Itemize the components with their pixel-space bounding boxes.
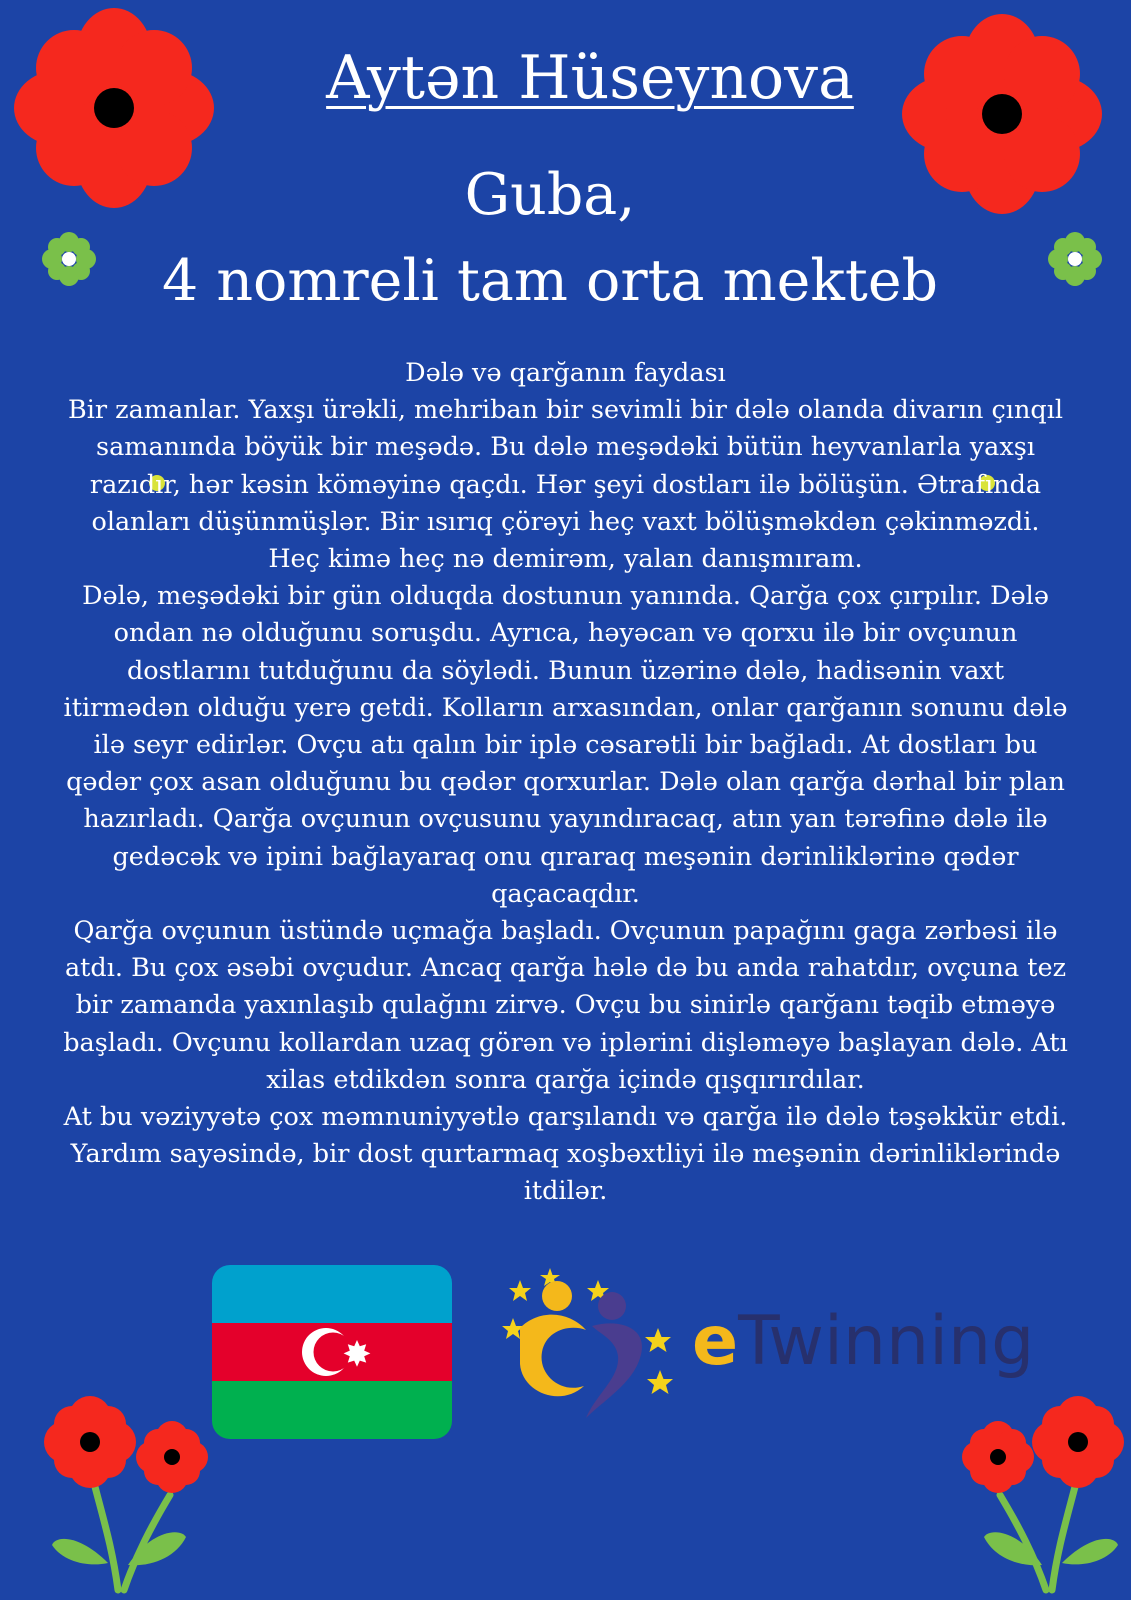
story-line: Dələ, meşədəki bir gün olduqda dostunun yanında. Qarğa çox çırpılır. Dələ — [82, 581, 1049, 612]
story-line: qaçacaqdır. — [491, 878, 640, 909]
story-line: Bir zamanlar. Yaxşı ürəkli, mehriban bir sevimli bir dələ olanda divarın çınqıl — [67, 395, 1064, 426]
story-line: itirmədən olduğu yerə getdi. Kolların arxasından, onlar qarğanın sonunu dələ — [63, 692, 1068, 723]
story-title: Dələ və qarğanın faydası — [405, 358, 726, 388]
azerbaijan-flag — [212, 1265, 452, 1439]
story-line: itdilər. — [523, 1176, 608, 1207]
etwinning-wordmark: eTwinning — [692, 1302, 1035, 1381]
story-line: qədər çox asan olduğunu bu qədər qorxurlar. Dələ olan qarğa dərhal bir plan — [66, 767, 1065, 798]
story-line: hazırladı. Qarğa ovçunun ovçusunu yayındıracaq, atın yan tərəfinə dələ ilə — [83, 804, 1048, 835]
story-line: At bu vəziyyətə çox məmnuniyyətlə qarşılandı və qarğa ilə dələ təşəkkür etdi. — [63, 1102, 1068, 1133]
story-line: ilə seyr edirlər. Ovçu atı qalın bir iplə cəsarətli bir bağladı. At dostları bu — [93, 730, 1038, 761]
story-line: Yardım sayəsində, bir dost qurtarmaq xoşbəxtliyi ilə meşənin dərinliklərində — [70, 1139, 1061, 1170]
author-name: Aytən Hüseynova — [326, 43, 854, 113]
story-line: Qarğa ovçunun üstündə uçmağa başladı. Ovçunun papağını gaga zərbəsi ilə — [73, 916, 1058, 947]
poppy-bouquet-icon — [40, 1395, 220, 1595]
story-line: dostlarını tutduğunu da söylədi. Bunun üzərinə dələ, hadisənin vaxt — [126, 655, 1005, 686]
etwinning-logo — [500, 1268, 690, 1428]
story-line: xilas etdikdən sonra qarğa içində qışqırırdılar. — [266, 1064, 865, 1095]
crescent-star-icon — [212, 1265, 452, 1439]
school-line-1: Guba, — [464, 162, 636, 228]
story-line: ondan nə olduğunu soruşdu. Ayrıca, həyəcan və qorxu ilə bir ovçunun — [113, 618, 1018, 649]
school-line-2: 4 nomreli tam orta mekteb — [161, 248, 939, 314]
poppy-bouquet-icon — [950, 1395, 1130, 1595]
story-line: samanında böyük bir meşədə. Bu dələ meşədəki bütün heyvanlarla yaxşı — [96, 432, 1035, 463]
story-line: Heç kimə heç nə demirəm, yalan danışmıram. — [268, 544, 863, 575]
story-line: atdı. Bu çox əsəbi ovçudur. Ancaq qarğa hələ də bu anda rahatdır, ovçuna tez — [64, 953, 1067, 984]
story — [20, 355, 1111, 1211]
school-name — [0, 152, 1100, 324]
story-line: başladı. Ovçunu kollardan uzaq görən və iplərini dişləməyə başlayan dələ. Atı — [63, 1027, 1068, 1058]
story-line: bir zamanda yaxınlaşıb qulağını zirvə. Ovçu bu sinirlə qarğanı təqib etməyə — [75, 990, 1056, 1021]
story-line: razıdır, hər kəsin köməyinə qaçdı. Hər şeyi dostları ilə bölüşün. Ətrafında — [89, 469, 1042, 500]
story-line: gedəcək və ipini bağlayaraq onu qıraraq meşənin dərinliklərinə qədər — [112, 841, 1019, 872]
story-line: olanları düşünmüşlər. Bir ısırıq çörəyi heç vaxt bölüşməkdən çəkinməzdi. — [91, 506, 1040, 537]
